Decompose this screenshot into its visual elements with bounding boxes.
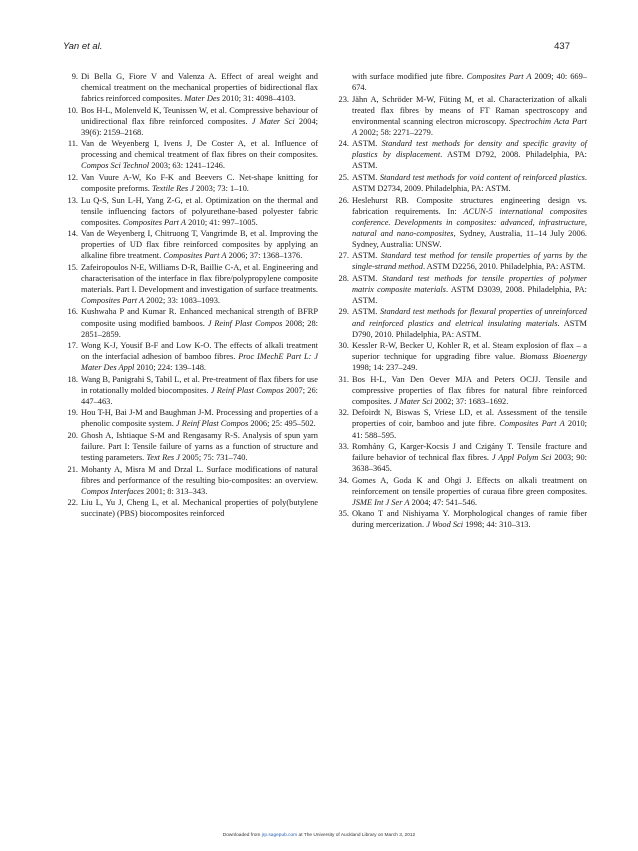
reference-text: . ASTM D3039, 2008. Philadelphia, PA: ASTM. [352, 284, 588, 305]
reference-text: Kushwaha P and Kumar R. Enhanced mechanical strength of BFRP composite using modified bamboos. [81, 307, 318, 328]
reference-number: 30. [338, 341, 349, 351]
reference-number: 14. [67, 229, 78, 239]
reference-text: Liu L, Yu J, Cheng L, et al. Mechanical properties of poly(butylene succinate) (PBS) biocomposites reinforced [81, 498, 318, 519]
reference-title-italic: Mater Des [184, 94, 220, 104]
reference-number: 21. [67, 464, 78, 474]
reference-text: Kessler R-W, Becker U, Kohler R, et al. Steam explosion of flax – a superior technique for upgrading fibre value. [352, 341, 587, 362]
reference-entry [63, 306, 318, 339]
reference-text: 1998; 44: 310–313. [463, 520, 531, 530]
reference-entry [63, 464, 318, 497]
reference-number: 27. [338, 251, 349, 261]
reference-text: 2006; 25: 495–502. [248, 419, 316, 429]
reference-text: Bos H-L, Molenveld K, Teunissen W, et al. Compressive behaviour of unidirectional flax fibre reinforced composites. [81, 105, 318, 126]
reference-number: 32. [338, 408, 349, 418]
reference-number: 28. [338, 273, 349, 283]
reference-title-italic: ACUN-5 international composites conference. Developments in composites: advanced, infrastructure, natural and nano-composites [352, 206, 588, 238]
footer-prefix: Downloaded from [222, 833, 262, 838]
reference-text: 2003; 90: 3638–3645. [352, 453, 588, 474]
reference-text: Zafeiropoulos N-E, Williams D-R, Baillie C-A, et al. Engineering and characterisation of the interface in flax fibre/polypropylene composite materials. Part I. Development and investigation of surface treatments. [81, 262, 318, 294]
reference-text: 2003; 63: 1241–1246. [149, 161, 225, 171]
reference-text: with surface modified jute fibre. [352, 72, 467, 81]
reference-text: 2007; 26: 447–463. [81, 385, 318, 406]
reference-entry [63, 430, 318, 463]
reference-entry [334, 475, 587, 508]
reference-number: 23. [338, 94, 349, 104]
reference-text: Defoirdt N, Biswas S, Vriese LD, et al. Assessment of the tensile properties of coir, bamboo and jute fibre. [352, 408, 587, 429]
reference-number: 18. [67, 374, 78, 384]
reference-text: 2010; 41: 588–595. [352, 419, 587, 440]
reference-entry [63, 228, 318, 261]
reference-title-italic: JSME Int J Ser A [352, 497, 410, 507]
reference-entry [334, 407, 587, 440]
reference-text: 2010; 224: 139–148. [134, 363, 207, 373]
reference-number: 11. [67, 139, 78, 149]
reference-number: 9. [71, 72, 78, 81]
reference-entry [63, 497, 318, 519]
reference-entry [334, 71, 587, 93]
reference-entry [63, 407, 318, 429]
reference-number: 26. [338, 195, 349, 205]
reference-text: 1998; 14: 237–249. [352, 363, 418, 373]
reference-title-italic: Composites Part A [499, 419, 565, 429]
reference-title-italic: Composites Part A [122, 217, 187, 227]
reference-title-italic: Composites Part A [81, 295, 145, 305]
reference-entry [63, 172, 318, 194]
reference-text: 2004; 47: 541–546. [409, 497, 477, 507]
reference-title-italic: Standard test methods for tensile properties of polymer matrix composite materials [352, 273, 587, 294]
references-left-column [63, 71, 318, 520]
reference-title-italic: J Mater Sci [251, 116, 295, 126]
reference-text: Van de Weyenberg I, Ivens J, De Coster A, et al. Influence of processing and chemical treatment of flax fibres on their composites. [81, 139, 318, 160]
reference-text: Wang B, Panigrahi S, Tabil L, et al. Pre-treatment of flax fibers for use in rotationally molded biocomposites. [81, 374, 318, 395]
reference-entry [63, 71, 318, 104]
reference-entry [334, 508, 587, 530]
reference-number: 35. [338, 509, 349, 519]
reference-text: 2003; 73: 1–10. [193, 183, 249, 193]
reference-title-italic: Textile Res J [151, 183, 194, 193]
reference-title-italic: J Reinf Plast Compos [210, 385, 284, 395]
reference-title-italic: J Appl Polym Sci [491, 453, 552, 463]
reference-entry [334, 94, 587, 138]
reference-title-italic: Standard test methods for void content of reinforced plastics [379, 172, 585, 182]
reference-text: 2008; 28: 2851–2859. [81, 318, 318, 339]
reference-entry [334, 374, 587, 407]
reference-title-italic: Standard test methods for density and specific gravity of plastics by displacement [352, 139, 587, 160]
reference-entry [63, 262, 318, 306]
reference-title-italic: J Mater Sci [393, 396, 433, 406]
reference-text: 2004; 39(6): 2159–2168. [81, 116, 319, 137]
reference-number: 25. [338, 172, 349, 182]
reference-text: . ASTM D792, 2008. Philadelphia, PA: ASTM. [352, 150, 587, 171]
reference-entry [334, 306, 587, 339]
reference-entry [63, 340, 318, 373]
running-header [63, 41, 570, 55]
reference-entry [63, 138, 318, 171]
reference-title-italic: Compos Sci Technol [81, 161, 150, 171]
reference-title-italic: Composites Part A [163, 251, 227, 261]
reference-text: Okano T and Nishiyama Y. Morphological changes of ramie fiber during mercerization. [352, 509, 587, 530]
reference-title-italic: J Wood Sci [426, 520, 464, 530]
reference-title-italic: Standard test method for tensile properties of yarns by the single-strand method [352, 251, 587, 272]
reference-title-italic: J Reinf Plast Compos [175, 419, 249, 429]
reference-number: 24. [338, 139, 349, 149]
reference-text: 2009; 40: 669–674. [352, 72, 587, 93]
reference-text: Van Vuure A-W, Ko F-K and Beevers C. Net-shape knitting for composite preforms. [81, 172, 318, 193]
reference-text: Van de Weyenberg I, Chitruong T, Vangrimde B, et al. Improving the properties of UD flax fibre reinforced composites by applying an alkaline fibre treatment. [81, 229, 318, 261]
reference-entry [334, 441, 587, 474]
running-header-authors: Yan et al. [63, 41, 103, 52]
reference-text: ASTM. [352, 307, 380, 317]
reference-title-italic: Proc IMechE Part L: J Mater Des Appl [81, 352, 318, 373]
reference-title-italic: Composites Part A [466, 72, 532, 81]
reference-text: 2010; 41: 997–1005. [186, 217, 258, 227]
page-number: 437 [554, 41, 570, 52]
reference-text: ASTM. [352, 139, 382, 149]
reference-entry [334, 138, 587, 171]
reference-number: 15. [67, 262, 78, 272]
reference-text: 2002; 33: 1083–1093. [144, 295, 220, 305]
reference-text: Mohanty A, Misra M and Drzal L. Surface modifications of natural fibres and performance of the resulting bio-composites: an overview. [81, 464, 318, 485]
reference-title-italic: Spectrochim Acta Part A [352, 116, 587, 137]
reference-text: ASTM. [352, 273, 383, 283]
reference-entry [334, 195, 587, 250]
reference-text: . ASTM D2256, 2010. Philadelphia, PA: ASTM. [422, 262, 586, 272]
references-right-column [334, 71, 587, 531]
reference-text: Lu Q-S, Sun L-H, Yang Z-G, et al. Optimization on the thermal and tensile influencing factors of polyurethane-based polyester fabric composites. [81, 195, 318, 227]
reference-title-italic: Biomass Bioenergy [519, 352, 587, 362]
reference-entry [63, 195, 318, 228]
reference-text: ASTM. [352, 251, 381, 261]
reference-text: 2002; 37: 1683–1692. [432, 396, 509, 406]
reference-number: 13. [67, 195, 78, 205]
download-footer [0, 833, 638, 838]
reference-text: ASTM. [352, 172, 380, 182]
reference-title-italic: J Reinf Plast Compos [207, 318, 283, 328]
reference-entry [334, 250, 587, 272]
reference-text: Ghosh A, Ishtiaque S-M and Rengasamy R-S. Analysis of spun yarn failure. Part I: Tensile failure of yarns as a function of structure and testing parameters. [81, 431, 318, 463]
reference-text: 2005; 75: 731–740. [180, 453, 248, 463]
footer-suffix: at The University of Auckland Library on March 3, 2012 [297, 833, 416, 838]
reference-text: Jähn A, Schröder M-W, Füting M, et al. Characterization of alkali treated flax fibres by means of FT Raman spectroscopy and environmental scanning electron microscopy. [352, 94, 587, 126]
reference-title-italic: Compos Interfaces [81, 486, 145, 496]
reference-text: Bos H-L, Van Den Oever MJA and Peters OCJJ. Tensile and compressive properties of flax fibres for natural fibre reinforced composites. [352, 374, 587, 406]
reference-text: Gomes A, Goda K and Ohgi J. Effects on alkali treatment on reinforcement on tensile properties of curaua fibre green composites. [352, 475, 587, 496]
reference-number: 29. [338, 307, 349, 317]
reference-text: Heslehurst RB. Composite structures engineering design vs. fabrication requirements. In: [352, 195, 587, 216]
reference-number: 10. [67, 105, 78, 115]
reference-entry [334, 172, 587, 194]
reference-number: 22. [67, 498, 78, 508]
reference-text: 2006; 37: 1368–1376. [226, 251, 303, 261]
reference-number: 19. [67, 408, 78, 418]
reference-text: Hou T-H, Bai J-M and Baughman J-M. Processing and properties of a phenolic composite system. [81, 408, 318, 429]
reference-text: 2010; 31: 4098–4103. [219, 94, 296, 104]
reference-number: 20. [67, 431, 78, 440]
reference-number: 34. [338, 475, 349, 485]
reference-text: 2001; 8: 313–343. [144, 486, 208, 496]
reference-number: 16. [67, 307, 78, 317]
reference-text: . ASTM D2734, 2009. Philadelphia, PA: ASTM. [352, 172, 587, 193]
reference-entry [63, 105, 318, 138]
reference-text: Wong K-J, Yousif B-F and Low K-O. The effects of alkali treatment on the interfacial adhesion of bamboo fibres. [81, 341, 318, 362]
reference-entry [334, 340, 587, 373]
reference-text: , Sydney, Australia, 11–14 July 2006. Sydney, Australia: UNSW. [352, 228, 588, 249]
footer-journal-link[interactable]: jrp.sagepub.com [261, 833, 298, 838]
reference-number: 31. [338, 374, 349, 384]
reference-text: 2002; 58: 2271–2279. [357, 127, 433, 137]
reference-number: 17. [67, 341, 78, 351]
reference-number: 33. [338, 442, 349, 452]
reference-text: . ASTM D790, 2010. Philadelphia, PA: ASTM. [352, 318, 587, 339]
reference-text: Romhány G, Karger-Kocsis J and Czigány T. Tensile fracture and failure behavior of technical flax fibres. [352, 442, 587, 463]
reference-entry [334, 273, 587, 306]
reference-number: 12. [67, 172, 78, 182]
reference-text: Di Bella G, Fiore V and Valenza A. Effect of areal weight and chemical treatment on the mechanical properties of bidirectional flax fabrics reinforced composites. [81, 72, 318, 104]
reference-entry [63, 374, 318, 407]
reference-title-italic: Standard test methods for flexural properties of unreinforced and reinforced plastics and eletrical insulating materials [352, 307, 587, 328]
reference-title-italic: Text Res J [146, 453, 181, 463]
